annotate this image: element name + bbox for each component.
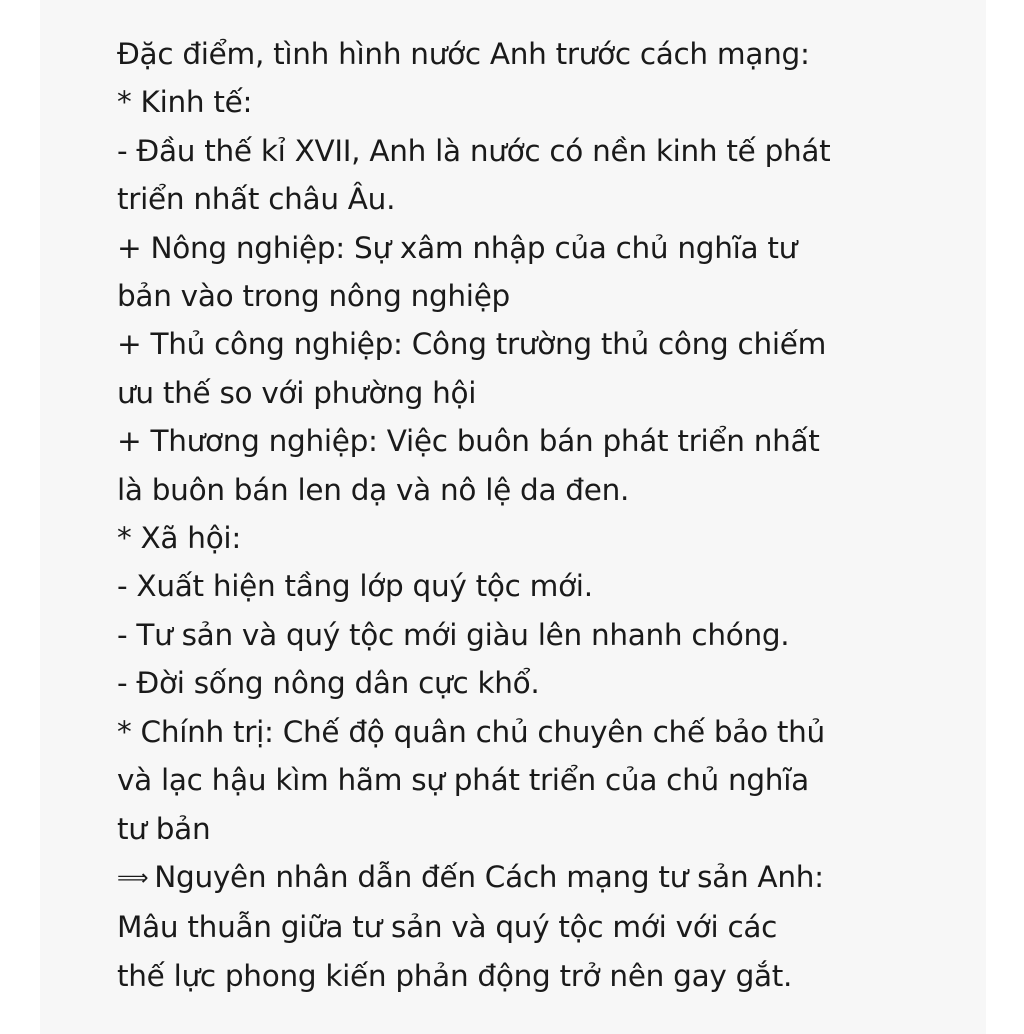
text-line: và lạc hậu kìm hãm sự phát triển của chủ nghĩa (117, 763, 809, 798)
text-line: triển nhất châu Âu. (117, 182, 396, 217)
text-line: + Thủ công nghiệp: Công trường thủ công chiếm (117, 327, 827, 362)
text-line: + Nông nghiệp: Sự xâm nhập của chủ nghĩa tư (117, 230, 798, 265)
conclusion-text: Nguyên nhân dẫn đến Cách mạng tư sản Anh: (154, 859, 824, 894)
heading-line: Đặc điểm, tình hình nước Anh trước cách mạng: (117, 37, 810, 71)
text-line: Mâu thuẫn giữa tư sản và quý tộc mới với các (117, 910, 778, 945)
text-line: là buôn bán len dạ và nô lệ da đen. (117, 472, 630, 507)
text-line: - Đời sống nông dân cực khổ. (117, 666, 540, 701)
politics-header: * Chính trị: Chế độ quân chủ chuyên chế bảo thủ (117, 714, 825, 749)
text-line: - Xuất hiện tầng lớp quý tộc mới. (117, 569, 593, 604)
text-line: - Đầu thế kỉ XVII, Anh là nước có nền kinh tế phát (117, 133, 831, 168)
text-line: + Thương nghiệp: Việc buôn bán phát triển nhất (117, 424, 820, 459)
text-line: - Tư sản và quý tộc mới giàu lên nhanh chóng. (117, 617, 790, 652)
note-text-block (117, 30, 917, 1000)
implies-arrow-icon: ⟹ (117, 865, 149, 891)
text-line: bản vào trong nông nghiệp (117, 279, 510, 314)
conclusion-line (117, 853, 917, 903)
text-line: tư bản (117, 811, 211, 846)
text-line: ưu thế so với phường hội (117, 375, 477, 410)
economy-header: * Kinh tế: (117, 85, 253, 120)
text-line: thế lực phong kiến phản động trở nên gay gắt. (117, 958, 793, 993)
society-header: * Xã hội: (117, 521, 241, 556)
